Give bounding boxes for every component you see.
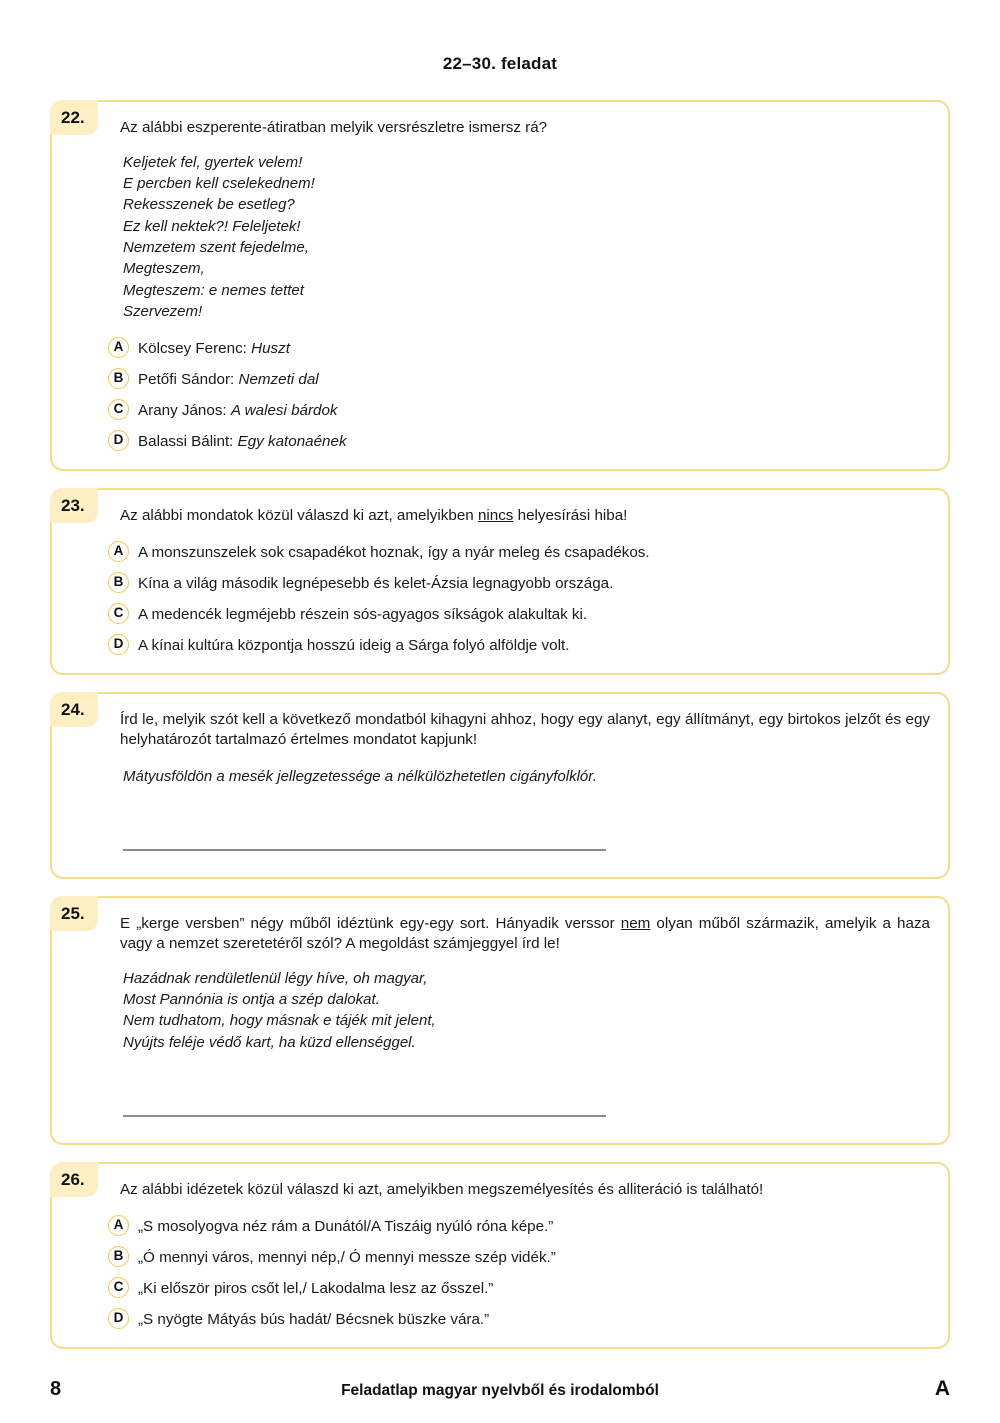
verse-line: Keljetek fel, gyertek velem! [123,153,303,171]
task-question-text [120,912,930,954]
option-d[interactable] [108,1309,930,1329]
option-label: A medencék legméjebb részein sós-agyagos síkságok alakultak ki. [138,605,588,623]
task-number-badge: 23. [50,488,98,523]
option-b[interactable] [108,369,930,389]
option-title: A walesi bárdok [230,402,338,420]
option-label: „S mosolyogva néz rám a Dunától/A Tiszáig nyúló róna képe.” [138,1217,554,1235]
task-22 [50,100,950,471]
task-question-text: Az alábbi eszperente-átiratban melyik versrészletre ismersz rá? [120,119,548,136]
option-author: Balassi Bálint: [138,433,238,451]
option-author: Arany János: [138,402,231,420]
question-emphasis: nem [620,915,651,933]
footer-page-number: 8 [50,1378,62,1400]
task-number-badge: 25. [50,896,98,931]
footer-title: Feladatlap magyar nyelvből és irodalomból [341,1382,659,1399]
task-list [0,100,1000,1349]
option-d[interactable] [108,431,930,451]
verse-line: Hazádnak rendületlenül légy híve, oh magyar, [123,969,428,987]
option-label [138,338,290,358]
verse-line: Ez kell nektek?! Feleljetek! [123,217,301,235]
footer-variant-letter: A [934,1377,950,1400]
option-label: „Ki először piros csőt lel,/ Lakodalma lesz az ősszel.” [138,1279,494,1297]
option-title: Huszt [251,340,290,358]
task-question-text: Írd le, melyik szót kell a következő mondatból kihagyni ahhoz, hogy egy alanyt, egy állítmányt, egy birtokos jelzőt és egy helyhatározót tartalmazó értelmes mondatot kapjunk! [120,710,930,748]
option-c[interactable] [108,604,930,624]
question-part-2: olyan műből származik, amelyik a haza vagy a nemzet szeretetéről szól? A megoldást számjeggyel írd le! [120,915,930,953]
answer-write-line[interactable] [123,849,606,851]
verse-line: Nemzetem szent fejedelme, [123,238,309,256]
option-b[interactable] [108,1247,930,1267]
question-emphasis: nincs [477,507,514,525]
option-title: Egy katonaének [237,433,347,451]
task-sample-sentence: Mátyusföldön a mesék jellegzetessége a nélkülözhetetlen cigányfolklór. [123,768,597,786]
task-24 [50,692,950,880]
verse-line: Nem tudhatom, hogy másnak e tájék mit jelent, [123,1012,436,1030]
verse-line: Most Pannónia is ontja a szép dalokat. [123,991,380,1009]
option-a[interactable] [108,542,930,562]
option-label [138,431,347,451]
option-label: A kínai kultúra központja hosszú ideig a Sárga folyó alföldje volt. [138,636,570,654]
question-part-2: helyesírási hiba! [513,507,628,525]
verse-line: Rekesszenek be esetleg? [123,196,295,214]
task-number-badge: 26. [50,1162,98,1197]
option-letter-circle-icon: B [108,572,129,593]
task-number-badge: 22. [50,100,98,135]
option-author: Kölcsey Ferenc: [138,340,252,358]
option-letter-circle-icon: B [108,368,129,389]
task-question-text: Az alábbi idézetek közül válaszd ki azt, amelyikben megszemélyesítés és alliteráció is található! [120,1181,764,1199]
option-letter-circle-icon: C [108,603,129,624]
answer-area[interactable] [70,787,930,861]
option-label: „S nyögte Mátyás bús hadát/ Bécsnek büszke vára.” [138,1310,490,1328]
task-26 [50,1162,950,1349]
question-part-1: Az alábbi mondatok közül válaszd ki azt, amelyikben [120,507,478,525]
question-part-1: E „kerge versben” négy műből idéztünk egy-egy sort. Hányadik verssor [120,915,621,933]
verse-line: E percben kell cselekednem! [123,175,315,193]
option-a[interactable] [108,338,930,358]
answer-write-line[interactable] [123,1115,606,1117]
verse-line: Megteszem, [123,260,205,278]
option-list [70,1216,930,1329]
option-author: Petőfi Sándor: [138,371,239,389]
task-number-badge: 24. [50,692,98,727]
option-label: „Ó mennyi város, mennyi nép,/ Ó mennyi messze szép vidék.” [138,1248,556,1266]
option-letter-circle-icon: D [108,1308,129,1329]
option-label [138,400,338,420]
option-label: A monszunszelek sok csapadékot hoznak, így a nyár meleg és csapadékos. [138,543,650,561]
option-letter-circle-icon: A [108,541,129,562]
option-list [70,338,930,451]
answer-area[interactable] [70,1053,930,1127]
verse-line: Szervezem! [123,302,203,320]
option-a[interactable] [108,1216,930,1236]
task-25 [50,896,950,1145]
option-title: Nemzeti dal [238,371,319,389]
option-letter-circle-icon: B [108,1246,129,1267]
option-list [70,542,930,655]
option-letter-circle-icon: A [108,1215,129,1236]
task-question-text [120,504,930,526]
option-letter-circle-icon: A [108,337,129,358]
option-letter-circle-icon: D [108,634,129,655]
verse-line: Nyújts feléje védő kart, ha küzd ellenséggel. [123,1033,416,1051]
option-c[interactable] [108,400,930,420]
page-footer [0,1377,1000,1401]
option-letter-circle-icon: C [108,1277,129,1298]
option-letter-circle-icon: D [108,430,129,451]
task-23 [50,488,950,675]
option-letter-circle-icon: C [108,399,129,420]
option-d[interactable] [108,635,930,655]
verse-block [123,152,930,322]
page-title: 22–30. feladat [442,54,558,73]
option-label [138,369,319,389]
verse-block [123,968,930,1053]
option-c[interactable] [108,1278,930,1298]
verse-line: Megteszem: e nemes tettet [123,281,304,299]
option-label: Kína a világ második legnépesebb és kelet-Ázsia legnagyobb országa. [138,574,614,592]
option-b[interactable] [108,573,930,593]
